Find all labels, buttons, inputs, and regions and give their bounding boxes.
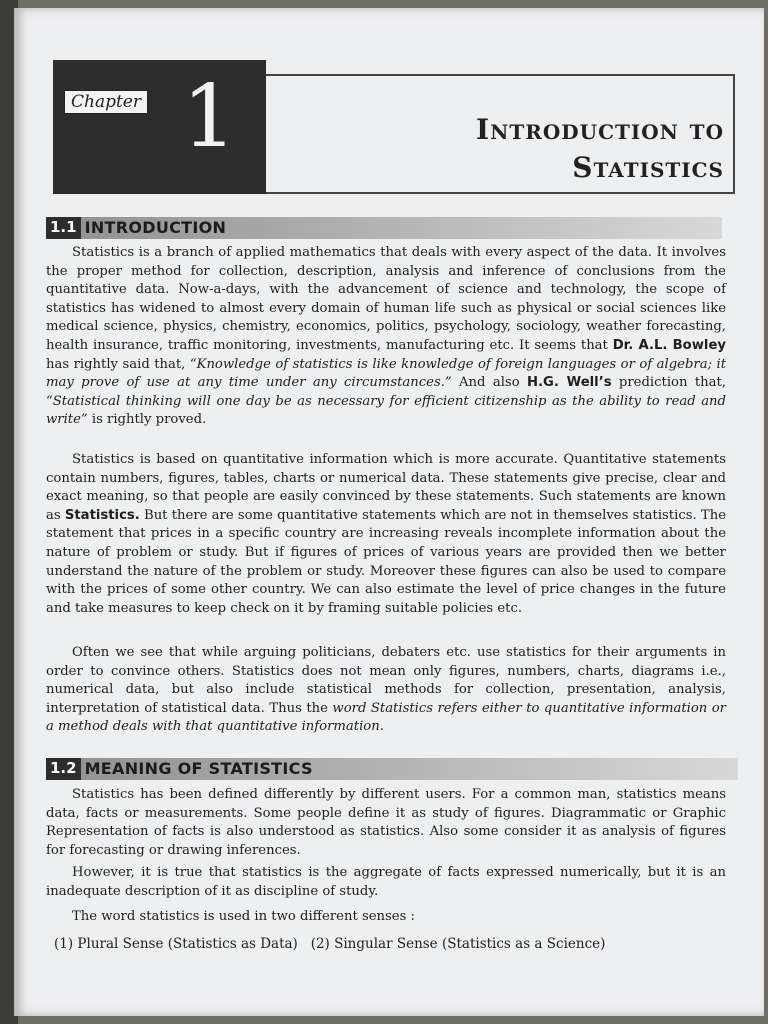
section-title: INTRODUCTION bbox=[84, 218, 227, 237]
bowley-quote: “Knowledge of statistics is like knowledge of foreign languages or of algebra; it may prove of use at any time under any circumstances.” bbox=[46, 356, 726, 391]
text-run: Statistics has been defined differently by different users. For a common man, statistics means data, facts or measurements. Some people define it as study of figures. Diagrammatic or Graphic Representation of facts is also understood as statistics. Also some consider it as analysis of figures for forecasting or drawing inferences. bbox=[46, 787, 726, 858]
meaning-paragraph-2 bbox=[46, 864, 726, 901]
text-run: is rightly proved. bbox=[87, 412, 207, 428]
section-number: 1.1 bbox=[46, 217, 81, 239]
plural-sense: (1) Plural Sense (Statistics as Data) bbox=[54, 936, 298, 952]
statistics-term: Statistics. bbox=[64, 507, 140, 523]
text-run: has rightly said that, bbox=[46, 356, 190, 372]
text-run: However, it is true that statistics is the aggregate of facts expressed numerically, but it is an inadequate description of it as discipline of study. bbox=[46, 865, 726, 899]
bowley-name: Dr. A.L. Bowley bbox=[612, 337, 726, 353]
chapter-number: 1 bbox=[182, 67, 237, 167]
text-run: The word statistics is used in two different senses : bbox=[72, 909, 415, 924]
text-run: Statistics is based on quantitative information which is more accurate. Quantitative statements contain numbers, figures, tables, charts or numerical data. These statements give precise, clear and exact meaning, so that people are easily convinced by these statements. Such statements are known as bbox=[46, 452, 726, 523]
section-title: MEANING OF STATISTICS bbox=[84, 759, 313, 778]
wells-quote: “Statistical thinking will one day be as necessary for efficient citizenship as the ability to read and write” bbox=[46, 393, 726, 428]
text-run: Often we see that while arguing politicians, debaters etc. use statistics for their arguments in order to convince others. Statistics does not mean only figures, numbers, charts, diagrams i.e., numerical data, but also include statistical methods for collection, presentation, analysis, interpretation of statistical data. Thus the bbox=[46, 645, 726, 716]
intro-paragraph-3 bbox=[46, 644, 726, 737]
chapter-title-line-1: Introduction to bbox=[475, 113, 724, 146]
section-number: 1.2 bbox=[46, 758, 81, 780]
book-page bbox=[14, 8, 764, 1016]
wells-name: H.G. Well’s bbox=[527, 375, 612, 391]
chapter-title bbox=[476, 111, 724, 187]
definition-italic: word Statistics refers either to quantitative information or a method deals with that quantitative information. bbox=[46, 700, 726, 735]
text-run: And also bbox=[451, 375, 527, 391]
section-heading-introduction bbox=[46, 217, 722, 239]
singular-sense: (2) Singular Sense (Statistics as a Science) bbox=[310, 936, 606, 952]
section-heading-meaning bbox=[46, 758, 738, 780]
meaning-paragraph-3 bbox=[46, 908, 726, 927]
senses-list bbox=[54, 936, 605, 952]
meaning-paragraph-1 bbox=[46, 786, 726, 860]
chapter-label: Chapter bbox=[64, 90, 148, 114]
intro-paragraph-2 bbox=[46, 451, 726, 618]
intro-paragraph-1 bbox=[46, 244, 726, 430]
text-run: prediction that, bbox=[611, 375, 726, 391]
text-run: But there are some quantitative statements which are not in themselves statistics. The statement that prices in a specific country are increasing reveals incomplete information about the nature of problem or study. But if figures of prices of various years are provided then we better understand the nature of the problem or study. Moreover these figures can also be used to compare with the prices of some other country. We can also estimate the level of price changes in the future and take measures to keep check on it by framing suitable policies etc. bbox=[46, 507, 726, 616]
chapter-title-line-2: Statistics bbox=[572, 151, 724, 184]
text-run: Statistics is a branch of applied mathematics that deals with every aspect of the data. It involves the proper method for collection, description, analysis and inference of conclusions from the quantitative data. Now-a-days, with the advancement of science and technology, the scope of statistics has widened to almost every domain of human life such as physical or social sciences like medical science, physics, chemistry, economics, politics, psychology, sociology, weather forecasting, health insurance, traffic monitoring, investments, manufacturing etc. It seems that bbox=[46, 245, 726, 353]
